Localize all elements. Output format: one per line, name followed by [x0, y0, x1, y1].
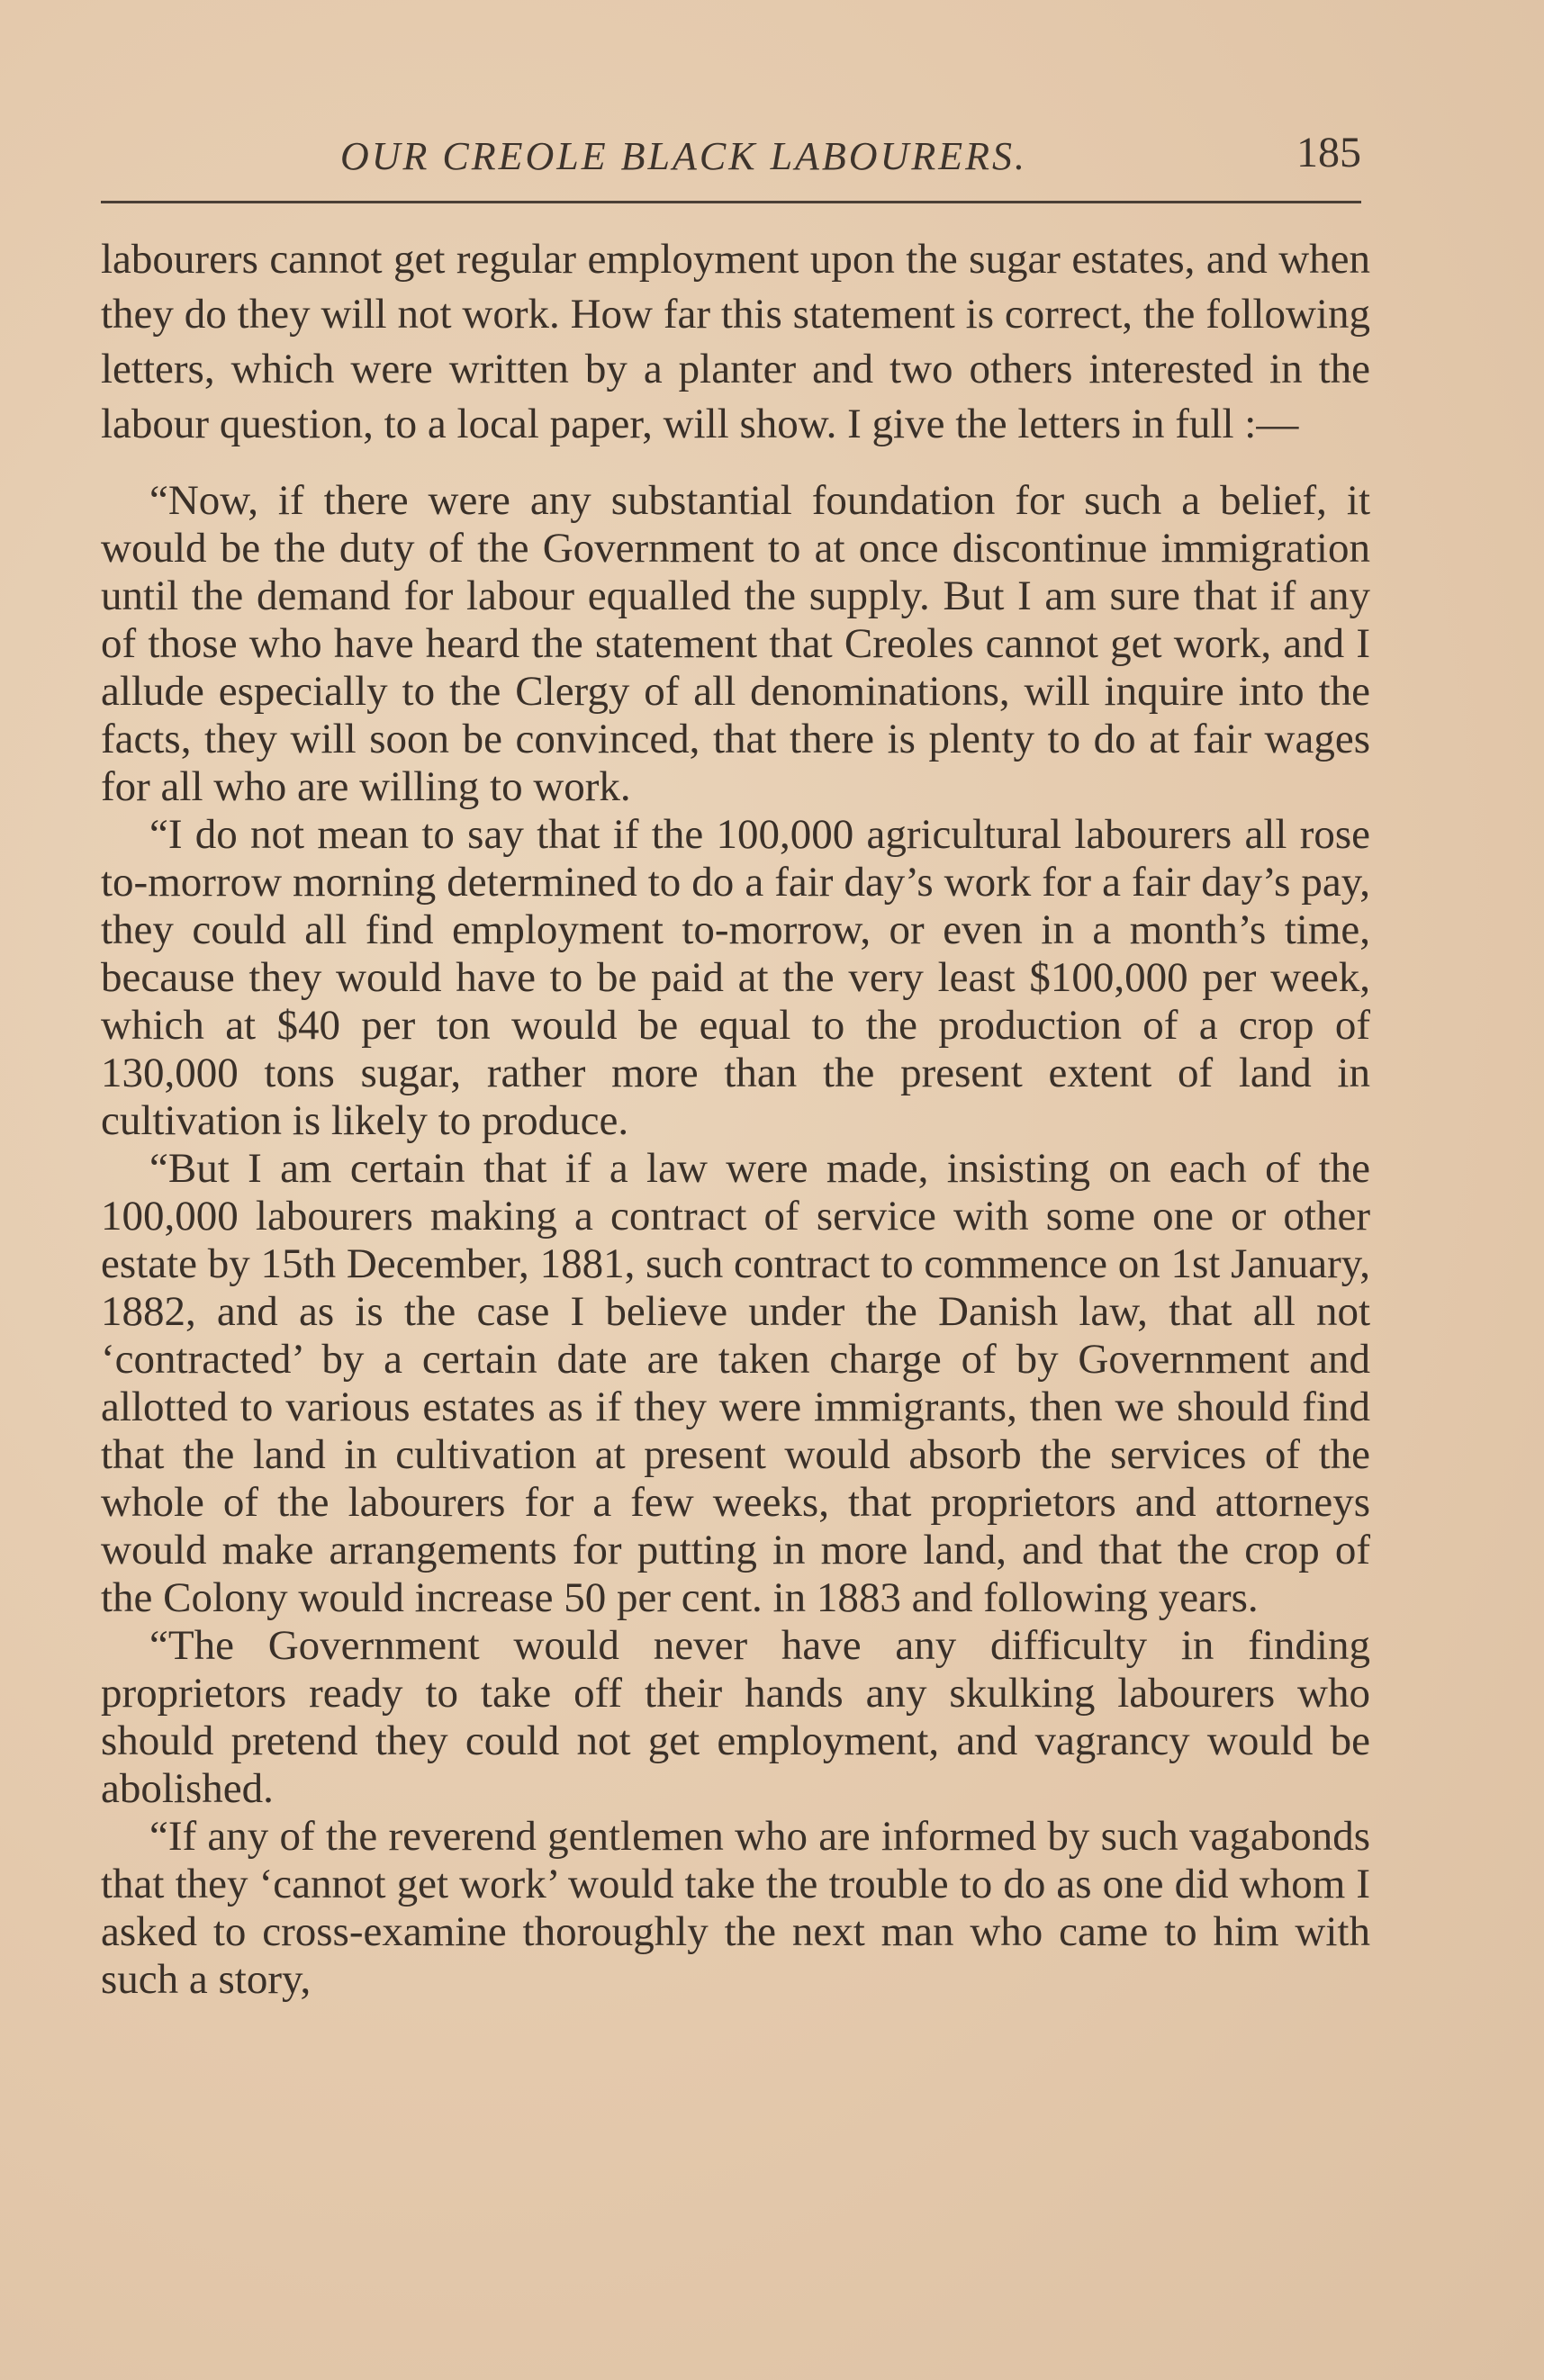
- body-text: [101, 232, 1370, 2004]
- intro-paragraph: labourers cannot get regular employment upon the sugar estates, and when they do they will not work. How far this statement is correct, the following letters, which were written by a planter and two others interested in the labour question, to a local paper, will show. I give the letters in full :—: [101, 236, 1370, 447]
- book-page: [101, 124, 1370, 2003]
- quoted-paragraph: “Now, if there were any substantial foundation for such a belief, it would be the duty of the Government to at once discontinue immigration until the demand for labour equalled the supply. But I am sure that if any of those who have heard the statement that Creoles cannot get work, and I allude especially to the Clergy of all denominations, will inquire into the facts, they will soon be convinced, that there is plenty to do at fair wages for all who are willing to work.: [101, 477, 1370, 810]
- quoted-paragraph: “But I am certain that if a law were made, insisting on each of the 100,000 labourers making a contract of service with some one or other estate by 15th December, 1881, such contract to commence on 1st January, 1882, and as is the case I believe under the Danish law, that all not ‘contracted’ by a certain date are taken charge of by Government and allotted to various estates as if they were immigrants, then we should find that the land in cultivation at present would absorb the services of the whole of the labourers for a few weeks, that proprietors and attorneys would make arrangements for putting in more land, and that the crop of the Colony would increase 50 per cent. in 1883 and following years.: [101, 1145, 1370, 1621]
- quoted-paragraph: “I do not mean to say that if the 100,000 agricultural labourers all rose to-morrow morning determined to do a fair day’s work for a fair day’s pay, they could all find employment to-morrow, or even in a month’s time, because they would have to be paid at the very least $100,000 per week, which at $40 per ton would be equal to the production of a crop of 130,000 tons sugar, rather more than the present extent of land in cultivation is likely to produce.: [101, 811, 1370, 1144]
- header-rule: [101, 201, 1361, 203]
- running-head: [101, 124, 1361, 180]
- running-title: OUR CREOLE BLACK LABOURERS.: [340, 134, 1027, 178]
- page-number: 185: [1296, 129, 1361, 176]
- quoted-paragraph: “If any of the reverend gentlemen who are informed by such vagabonds that they ‘cannot get work’ would take the trouble to do as one did whom I asked to cross-examine thoroughly the next man who came to him with such a story,: [101, 1813, 1370, 2003]
- quoted-paragraph: “The Government would never have any difficulty in finding proprietors ready to take off their hands any skulking labourers who should pretend they could not get employment, and vagrancy would be abolished.: [101, 1622, 1370, 1812]
